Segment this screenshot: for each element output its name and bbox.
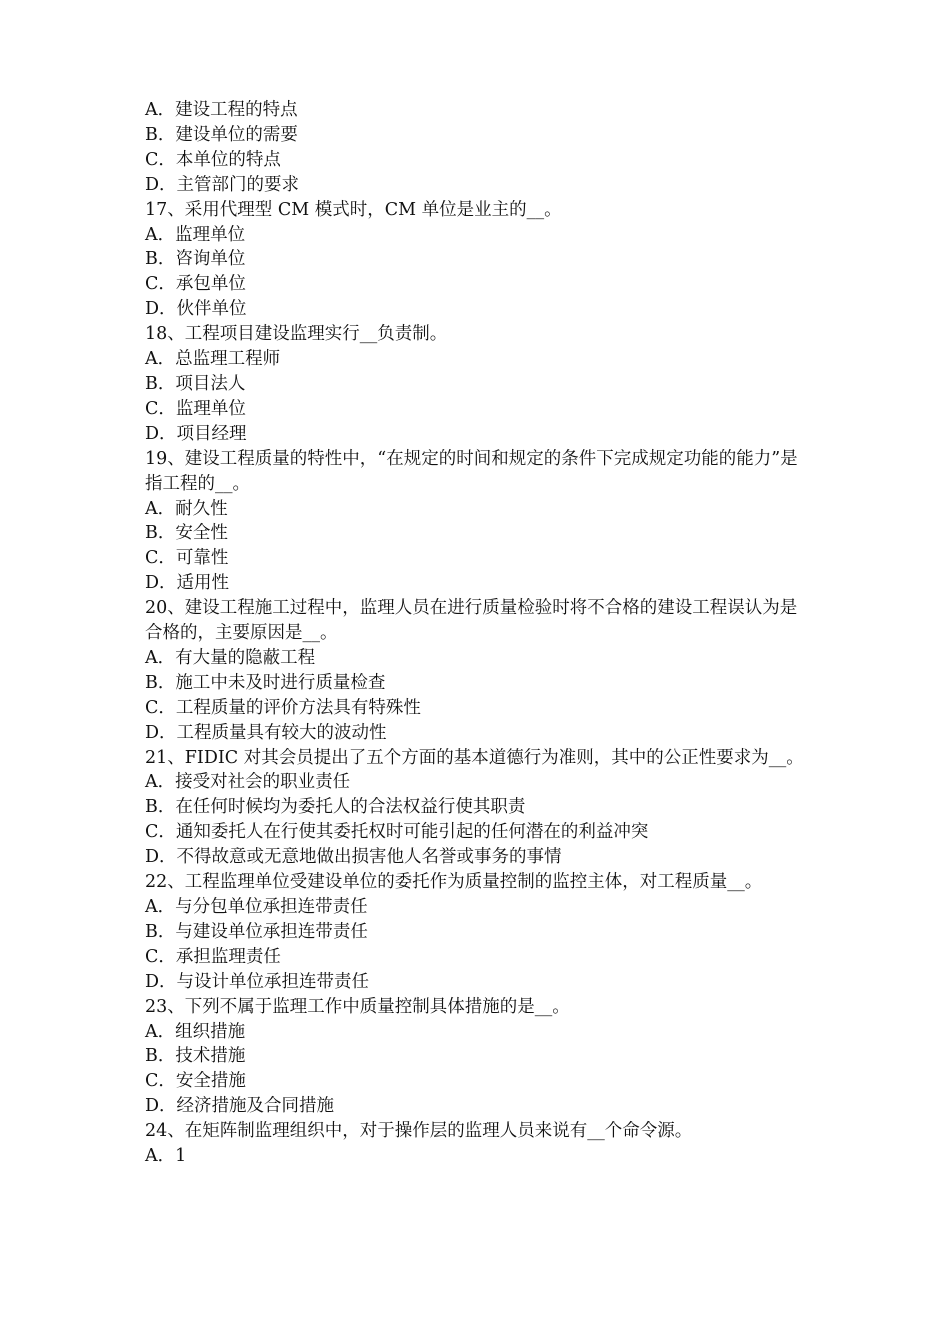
question-24: [145, 1119, 810, 1169]
option-item: C．本单位的特点: [145, 149, 281, 170]
question-17: [145, 198, 810, 323]
question-stem: 23、下列不属于监理工作中质量控制具体措施的是__。: [145, 996, 570, 1017]
option-item: B．施工中未及时进行质量检查: [145, 672, 386, 693]
option-item: C．承担监理责任: [145, 946, 281, 967]
option-item: B．建设单位的需要: [145, 124, 298, 145]
question-stem: 17、采用代理型 CM 模式时，CM 单位是业主的__。: [145, 199, 562, 220]
option-item: A．有大量的隐蔽工程: [145, 647, 316, 668]
option-item: A．组织措施: [145, 1021, 246, 1042]
option-item: A．总监理工程师: [145, 349, 281, 370]
option-item: D．适用性: [145, 573, 230, 594]
option-item: A．建设工程的特点: [145, 100, 298, 120]
option-item: B．咨询单位: [145, 249, 246, 270]
question-stem: 18、工程项目建设监理实行__负责制。: [145, 324, 448, 345]
question-22: [145, 870, 810, 995]
option-item: B．项目法人: [145, 373, 246, 394]
option-item: A．监理单位: [145, 224, 246, 245]
option-item: D．主管部门的要求: [145, 174, 300, 195]
option-item: A．与分包单位承担连带责任: [145, 897, 368, 917]
question-19: [145, 447, 810, 596]
option-item: C．安全措施: [145, 1071, 246, 1092]
option-item: C．监理单位: [145, 398, 246, 419]
question-stem: 22、工程监理单位受建设单位的委托作为质量控制的监控主体，对工程质量__。: [145, 872, 763, 893]
question-stem: 19、建设工程质量的特性中，“在规定的时间和规定的条件下完成规定功能的能力”是指工程的__。: [145, 448, 798, 494]
leading-options: [145, 98, 810, 198]
question-stem: 21、FIDIC 对其会员提出了五个方面的基本道德行为准则，其中的公正性要求为__。: [145, 747, 804, 768]
option-item: C．通知委托人在行使其委托权时可能引起的任何潜在的利益冲突: [145, 822, 649, 843]
question-18: [145, 322, 810, 447]
option-item: A．耐久性: [145, 498, 228, 519]
option-item: B．与建设单位承担连带责任: [145, 921, 368, 942]
option-item: D．项目经理: [145, 423, 247, 444]
option-item: D．不得故意或无意地做出损害他人名誉或事务的事情: [145, 847, 562, 868]
option-item: B．在任何时候均为委托人的合法权益行使其职责: [145, 797, 526, 818]
option-item: D．与设计单位承担连带责任: [145, 971, 370, 992]
option-item: B．安全性: [145, 523, 228, 544]
option-item: B．技术措施: [145, 1046, 246, 1067]
option-item: D．伙伴单位: [145, 299, 247, 320]
option-item: A．1: [145, 1146, 187, 1167]
question-23: [145, 995, 810, 1120]
option-item: D．工程质量具有较大的波动性: [145, 722, 387, 743]
question-20: [145, 596, 810, 745]
question-stem: 20、建设工程施工过程中，监理人员在进行质量检验时将不合格的建设工程误认为是合格的，主要原因是__。: [145, 598, 798, 644]
document-page: [145, 98, 810, 1169]
option-item: C．工程质量的评价方法具有特殊性: [145, 697, 421, 718]
option-item: C．承包单位: [145, 274, 246, 295]
question-stem: 24、在矩阵制监理组织中，对于操作层的监理人员来说有__个命令源。: [145, 1121, 693, 1142]
option-item: C．可靠性: [145, 548, 229, 569]
option-item: D．经济措施及合同措施: [145, 1096, 335, 1117]
question-21: [145, 746, 810, 871]
option-item: A．接受对社会的职业责任: [145, 772, 351, 793]
